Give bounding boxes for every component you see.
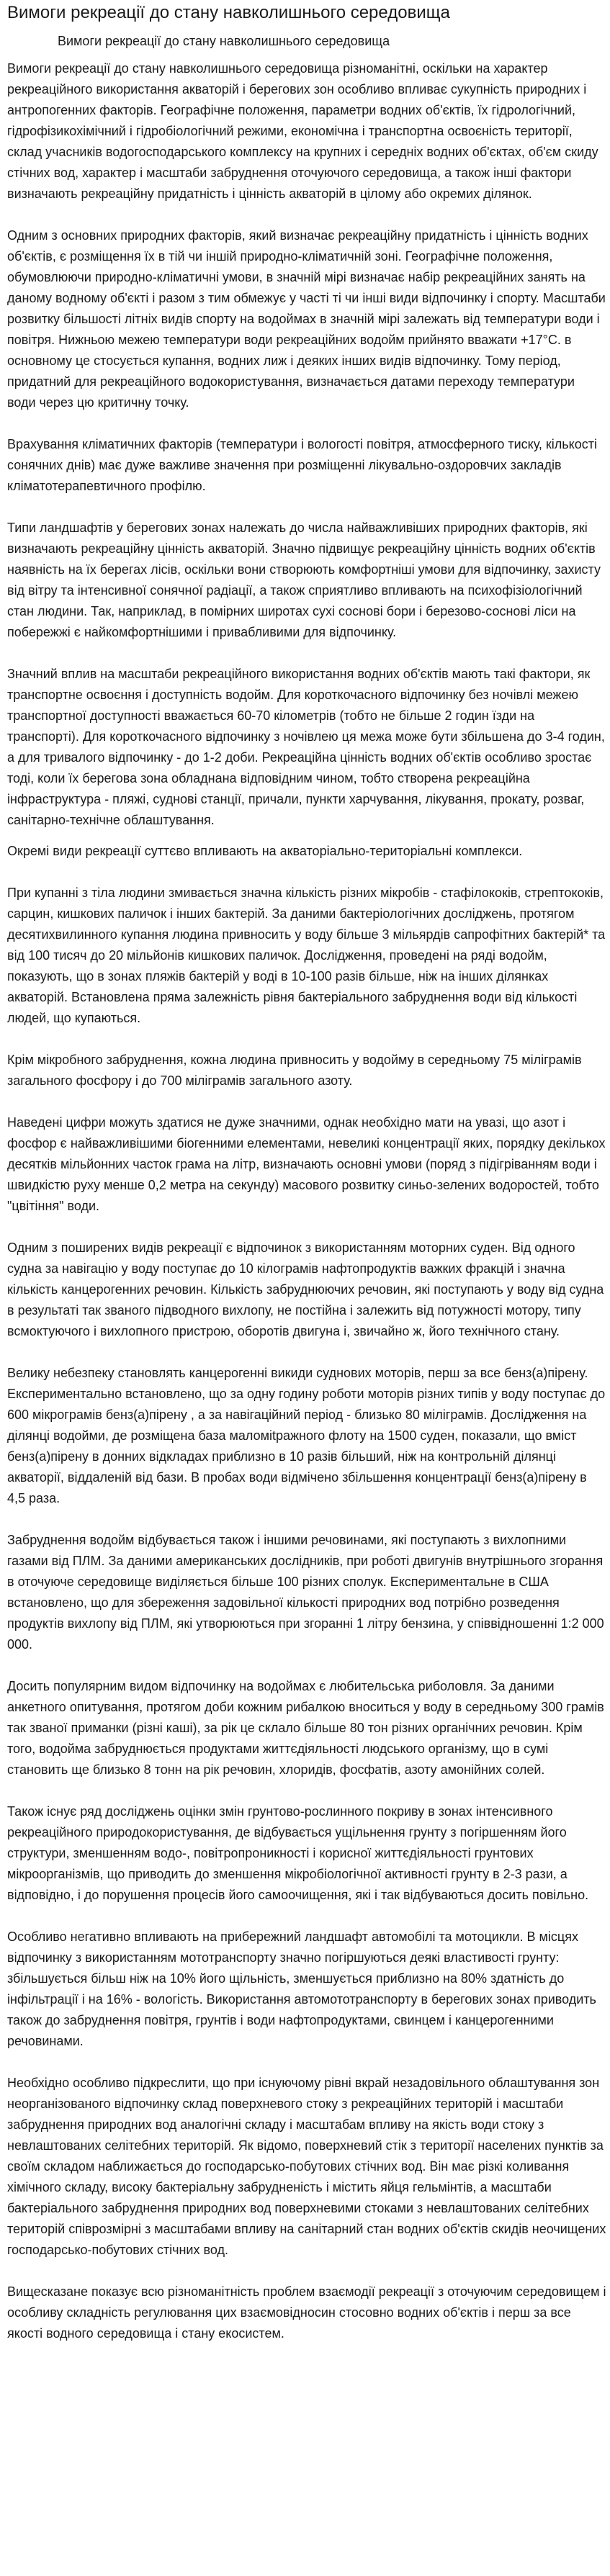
paragraph-17: Вищесказане показує всю різноманітність проблем взаємодії рекреації з оточуючим середовищем і особливу складність регулювання цих взаємовідносин стосовно водних об'єктів і перш за все якості водного середовища і стану екосистем. bbox=[7, 2284, 606, 2341]
paragraph-5: Значний вплив на масштаби рекреаційного використання водних об'єктів мають такі фактори, як транспортне освоєння і доступність водойм. Для короткочасного відпочинку без ночівлі межею транспортної доступності вважається 60-70 кілометрів (тобто не більше 2 годин їзди на транспорті). Для короткочасного відпочинку з ночівлею ця межа може бути збільшена до 3-4 годин, а для тривалого відпочинку - до 1-2 доби. Рекреаційна цінність водних об'єктів особливо зростає тоді, коли їх берегова зона обладнана відповідним чином, тобто створена рекреаційна інфраструктура - пляжі, суднові станції, причали, пункти харчування, лікування, прокату, розваг, санітарно-технічне облаштування. bbox=[7, 667, 605, 827]
page-title: Вимоги рекреації до стану навколишнього середовища bbox=[7, 3, 450, 22]
paragraph-7: При купанні з тіла людини змивається значна кількість різних мікробів - стафілококів, стрептококів, сарцин, кишкових паличок і інших бактерій. За даними бактеріологічних досліджень, протягом десятихвилинного купання людина привносить у воду більше 3 мільярдів сапрофітних бактерій* та від 100 тисяч до 20 мільйонів кишкових паличок. Дослідження, проведені на ряді водойм, показують, що в зонах пляжів бактерій у воді в 10-100 разів більше, ніж на інших ділянках акваторій. Встановлена пряма залежність рівня бактеріального забруднення води від кількості людей, що купаються. bbox=[7, 886, 606, 1025]
paragraph-14: Також існує ряд досліджень оцінки змін грунтово-рослинного покриву в зонах інтенсивного рекреаційного природокористування, де відбувається ущільнення грунту з погіршенням його структури, зменшенням водо-, повітропроникності і корисної життєдіяльності грунтових мікроорганізмів, що приводить до зменшення мікробіологічної активності грунту в 2-3 рази, а відповідно, і до порушення процесів його самоочищення, які і так відбуваються досить повільно. bbox=[7, 1804, 589, 1902]
page-subtitle: Вимоги рекреації до стану навколишнього середовища bbox=[58, 34, 390, 48]
paragraph-1: Вимоги рекреації до стану навколишнього середовища різноманітні, оскільки на характер рекреаційного використання акваторій і берегових зон особливо впливає сукупність природних і антропогенних факторів. Географічне положення, параметри водних об'єктів, їх гідрологічний, гідрофізикохімічний і гідробіологічний режими, економічна і транспортна освоєність території, склад учасників водогосподарського комплексу на крупних і середніх водних об'єктах, об'єм скиду стічних вод, характер і масштаби забруднення оточуючого середовища, а також інші фактори визначають рекреаційну придатність і цінність акваторій в цілому або окремих ділянок. bbox=[7, 61, 598, 201]
paragraph-16: Необхідно особливо підкреслити, що при існуючому рівні вкрай незадовільного облаштування зон неорганізованого відпочинку склад поверхневого стоку з рекреаційних територій і масштаби забруднення природних вод аналогічні складу і масштабам впливу на якість води стоку з невлаштованих селітебних територій. Як відомо, поверхневий стік з території населених пунктів за своїм складом наближається до господарсько-побутових стічних вод. Він має різкі коливання хімічного складу, високу бактеріальну забрудненість і містить яйця гельмінтів, а масштаби бактеріального забруднення природних вод поверхневими стоками з невлаштованих селітебних територій співрозмірні з масштабами впливу на санітарний стан водних об'єктів скидів неочищених господарсько-побутових стічних вод. bbox=[7, 2076, 606, 2257]
paragraph-4: Типи ландшафтів у берегових зонах належать до числа найважливіших природних факторів, які визначають рекреаційну цінність акваторій. Значно підвищує рекреаційну цінність водних об'єктів наявність на їх берегах лісів, оскільки вони створюють комфортніші умови для відпочинку, захисту від вітру та інтенсивної сонячної радіації, а також сприятливо впливають на психофізіологічний стан людини. Так, наприклад, в помірних широтах сухі соснові бори і березово-соснові ліси на побережжі є найкомфортнішими і привабливими для відпочинку. bbox=[7, 521, 601, 639]
paragraph-10: Одним з поширених видів рекреації є відпочинок з використанням моторних суден. Від одного судна за навігацію у воду поступає до 10 кілограмів нафтопродуктів важких фракцій і значна кількість канцерогенних речовин. Кількість забруднюючих речовин, які поступають у воду від судна в результаті так званого підводного вихлопу, не постійна і залежить від потужності мотору, типу всмоктуючого і вихлопного пристрою, оборотів двигуна і, звичайно ж, його технічного стану. bbox=[7, 1240, 604, 1338]
paragraph-11: Велику небезпеку становлять канцерогенні викиди суднових моторів, перш за все бенз(а)пірену. Експериментально встановлено, що за одну годину роботи моторів різних типів у воду поступає до 600 мікрограмів бенз(а)пірену , а за навігаційний період - близько 80 міліграмів. Дослідження на ділянці водойми, де розміщена база маломіtражного флоту на 1500 суден, показали, що вміст бенз(а)пірену в донних відкладах приблизно в 10 разів більший, ніж на контрольній ділянці акваторії, віддаленій від бази. В пробах води відмічено збільшення концентрації бенз(а)пірену в 4,5 раза. bbox=[7, 1366, 606, 1505]
paragraph-12: Забруднення водойм відбувається також і іншими речовинами, які поступають з вихлопними газами від ПЛМ. За даними американських дослідників, при роботі двигунів внутрішнього згорання в оточуюче середовище виділяється більше 100 різних сполук. Експериментальне в США встановлено, що для збереження задовільної кількості природних вод потрібно розведення продуктів вихлопу від ПЛМ, які утворюються при згоранні 1 літру бензина, у співвідношенні 1:2 000 000. bbox=[7, 1533, 604, 1652]
article bbox=[0, 2, 610, 2344]
paragraph-13: Досить популярним видом відпочинку на водоймах є любительська риболовля. За даними анкетного опитування, протягом доби кожним рибалкою вноситься у воду в середньому 300 грамів так званої приманки (різні каші), за рік це склало більше 80 тон різних органічних речовин. Крім того, водойма забруднюється продуктами життєдіяльності людського організму, що в сумі становить ще близько 8 тонн на рік речовин, хлоридів, фосфатів, азоту амонійних солей. bbox=[7, 1679, 604, 1777]
paragraph-15: Особливо негативно впливають на прибережний ландшафт автомобілі та мотоцикли. В місцях відпочинку з використанням мототранспорту значно погіршуються деякі властивості грунту: збільшується більш ніж на 10% його щільність, зменшується приблизно на 80% здатність до інфільтрації і на 16% - вологість. Використання автомототранспорту в берегових зонах приводить також до забруднення повітря, грунтів і води нафтопродуктами, свинцем і канцерогенними речовинами. bbox=[7, 1929, 596, 2048]
paragraph-3: Врахування кліматичних факторів (температури і вологості повітря, атмосферного тиску, кількості сонячних днів) має дуже важливе значення при розміщенні лікувально-оздоровчих закладів кліматотерапевтичного профілю. bbox=[7, 437, 598, 493]
paragraph-9: Наведені цифри можуть здатися не дуже значними, однак необхідно мати на увазі, що азот і фосфор є найважливішими біогенними елементами, невеликі концентрації яких, порядку декількох десятків мільйонних часток грама на літр, визначають основні умови (поряд з підігріванням води і швидкістю руху менше 0,2 метра на секунду) масового розвитку синьо-зелених водоростей, тобто "цвітіння" води. bbox=[7, 1115, 606, 1213]
paragraph-6: Окремі види рекреації суттєво впливають на акваторіально-територіальні комплекси. bbox=[7, 844, 523, 858]
paragraph-2: Одним з основних природних факторів, який визначає рекреаційну придатність і цінність водних об'єктів, є розміщення їх в тій чи іншій природно-кліматичній зоні. Географічне положення, обумовлюючи природно-кліматичні умови, в значній мірі визначає набір рекреаційних занять на даному водному об'єкті і разом з тим обмежує у часті ті чи інші види відпочинку і спорту. Масштаби розвитку більшості літніх видів спорту на водоймах в значній мірі залежать від температури води і повітря. Нижньою межею температури води рекреаційних водойм прийнято вважати +17°С. в основному це стосується купання, водних лиж і деяких інших видів відпочинку. Тому період, придатний для рекреаційного водокористування, визначається датами переходу температури води через цю критичну точку. bbox=[7, 228, 606, 410]
paragraph-8: Крім мікробного забруднення, кожна людина привносить у водойму в середньому 75 міліграмів загального фосфору і до 700 міліграмів загального азоту. bbox=[7, 1053, 582, 1088]
